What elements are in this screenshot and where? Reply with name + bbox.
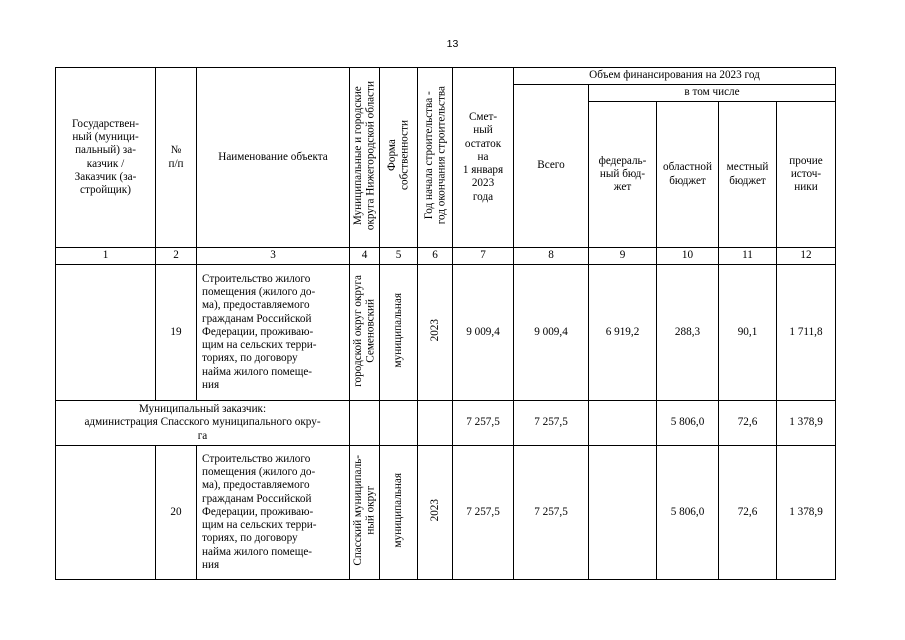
empty-cell [418, 401, 453, 446]
header-num: № п/п [156, 68, 197, 248]
header-regional: областной бюджет [657, 102, 719, 248]
table-row [56, 446, 836, 580]
header-federal: федераль- ный бюд- жет [589, 102, 657, 248]
header-ownership: Форма собственности [386, 120, 411, 191]
column-number: 10 [657, 248, 719, 265]
column-number: 1 [56, 248, 156, 265]
header-ownership-cell [380, 68, 418, 248]
column-number: 6 [418, 248, 453, 265]
estimate-value: 7 257,5 [453, 401, 514, 446]
ownership-cell [380, 265, 418, 401]
financing-table [55, 67, 836, 580]
header-total: Всего [514, 85, 589, 248]
page-number: 13 [446, 38, 459, 50]
district-name: Спасский муниципаль- ный округ [352, 455, 377, 566]
column-numbers-row [56, 248, 836, 265]
column-number: 11 [719, 248, 777, 265]
column-number: 8 [514, 248, 589, 265]
local-value: 72,6 [719, 446, 777, 580]
total-value: 7 257,5 [514, 446, 589, 580]
object-name: Строительство жилого помещения (жилого до- ма), предоставляемого гражданам Российской Федерации, проживаю- щим на сельских терри- ториях, по договору найма жилого помеще- ния [197, 265, 350, 401]
row-number: 19 [156, 265, 197, 401]
header-local: местный бюджет [719, 102, 777, 248]
district-cell [350, 265, 380, 401]
other-value: 1 378,9 [777, 446, 836, 580]
federal-value [589, 446, 657, 580]
construction-years: 2023 [428, 319, 441, 342]
ownership-cell [380, 446, 418, 580]
column-number: 5 [380, 248, 418, 265]
column-number: 7 [453, 248, 514, 265]
column-number: 9 [589, 248, 657, 265]
customer-label: Муниципальный заказчик: администрация Спасского муниципального окру- га [56, 401, 350, 446]
header-estimate: Смет- ный остаток на 1 января 2023 года [453, 68, 514, 248]
customer-row [56, 401, 836, 446]
header-district: Муниципальные и городские округа Нижегородской области [352, 80, 377, 230]
header-other: прочие источ- ники [777, 102, 836, 248]
header-funding: Объем финансирования на 2023 год [514, 68, 836, 85]
empty-cell [350, 401, 380, 446]
header-years-cell [418, 68, 453, 248]
empty-cell [380, 401, 418, 446]
years-cell [418, 265, 453, 401]
header-district-cell [350, 68, 380, 248]
column-number: 2 [156, 248, 197, 265]
years-cell [418, 446, 453, 580]
local-value: 90,1 [719, 265, 777, 401]
ownership-type: муниципальная [392, 473, 405, 548]
column-number: 12 [777, 248, 836, 265]
column-number: 4 [350, 248, 380, 265]
district-name: городской округ округа Семеновский [352, 274, 377, 387]
regional-value: 288,3 [657, 265, 719, 401]
total-value: 7 257,5 [514, 401, 589, 446]
empty-cell [56, 265, 156, 401]
header-years: Год начала строительства - год окончания строительства [422, 86, 447, 225]
construction-years: 2023 [428, 499, 441, 522]
header-object: Наименование объекта [197, 68, 350, 248]
regional-value: 5 806,0 [657, 401, 719, 446]
header-including: в том числе [589, 85, 836, 102]
object-name: Строительство жилого помещения (жилого до- ма), предоставляемого гражданам Российской Федерации, проживаю- щим на сельских терри- ториях, по договору найма жилого помеще- ния [197, 446, 350, 580]
empty-cell [56, 446, 156, 580]
other-value: 1 711,8 [777, 265, 836, 401]
regional-value: 5 806,0 [657, 446, 719, 580]
header-row-1 [56, 68, 836, 85]
local-value: 72,6 [719, 401, 777, 446]
district-cell [350, 446, 380, 580]
federal-value: 6 919,2 [589, 265, 657, 401]
row-number: 20 [156, 446, 197, 580]
estimate-value: 9 009,4 [453, 265, 514, 401]
total-value: 9 009,4 [514, 265, 589, 401]
header-customer: Государствен- ный (муници- пальный) за- казчик / Заказчик (за- стройщик) [56, 68, 156, 248]
ownership-type: муниципальная [392, 293, 405, 368]
column-number: 3 [197, 248, 350, 265]
table-row [56, 265, 836, 401]
federal-value [589, 401, 657, 446]
other-value: 1 378,9 [777, 401, 836, 446]
estimate-value: 7 257,5 [453, 446, 514, 580]
